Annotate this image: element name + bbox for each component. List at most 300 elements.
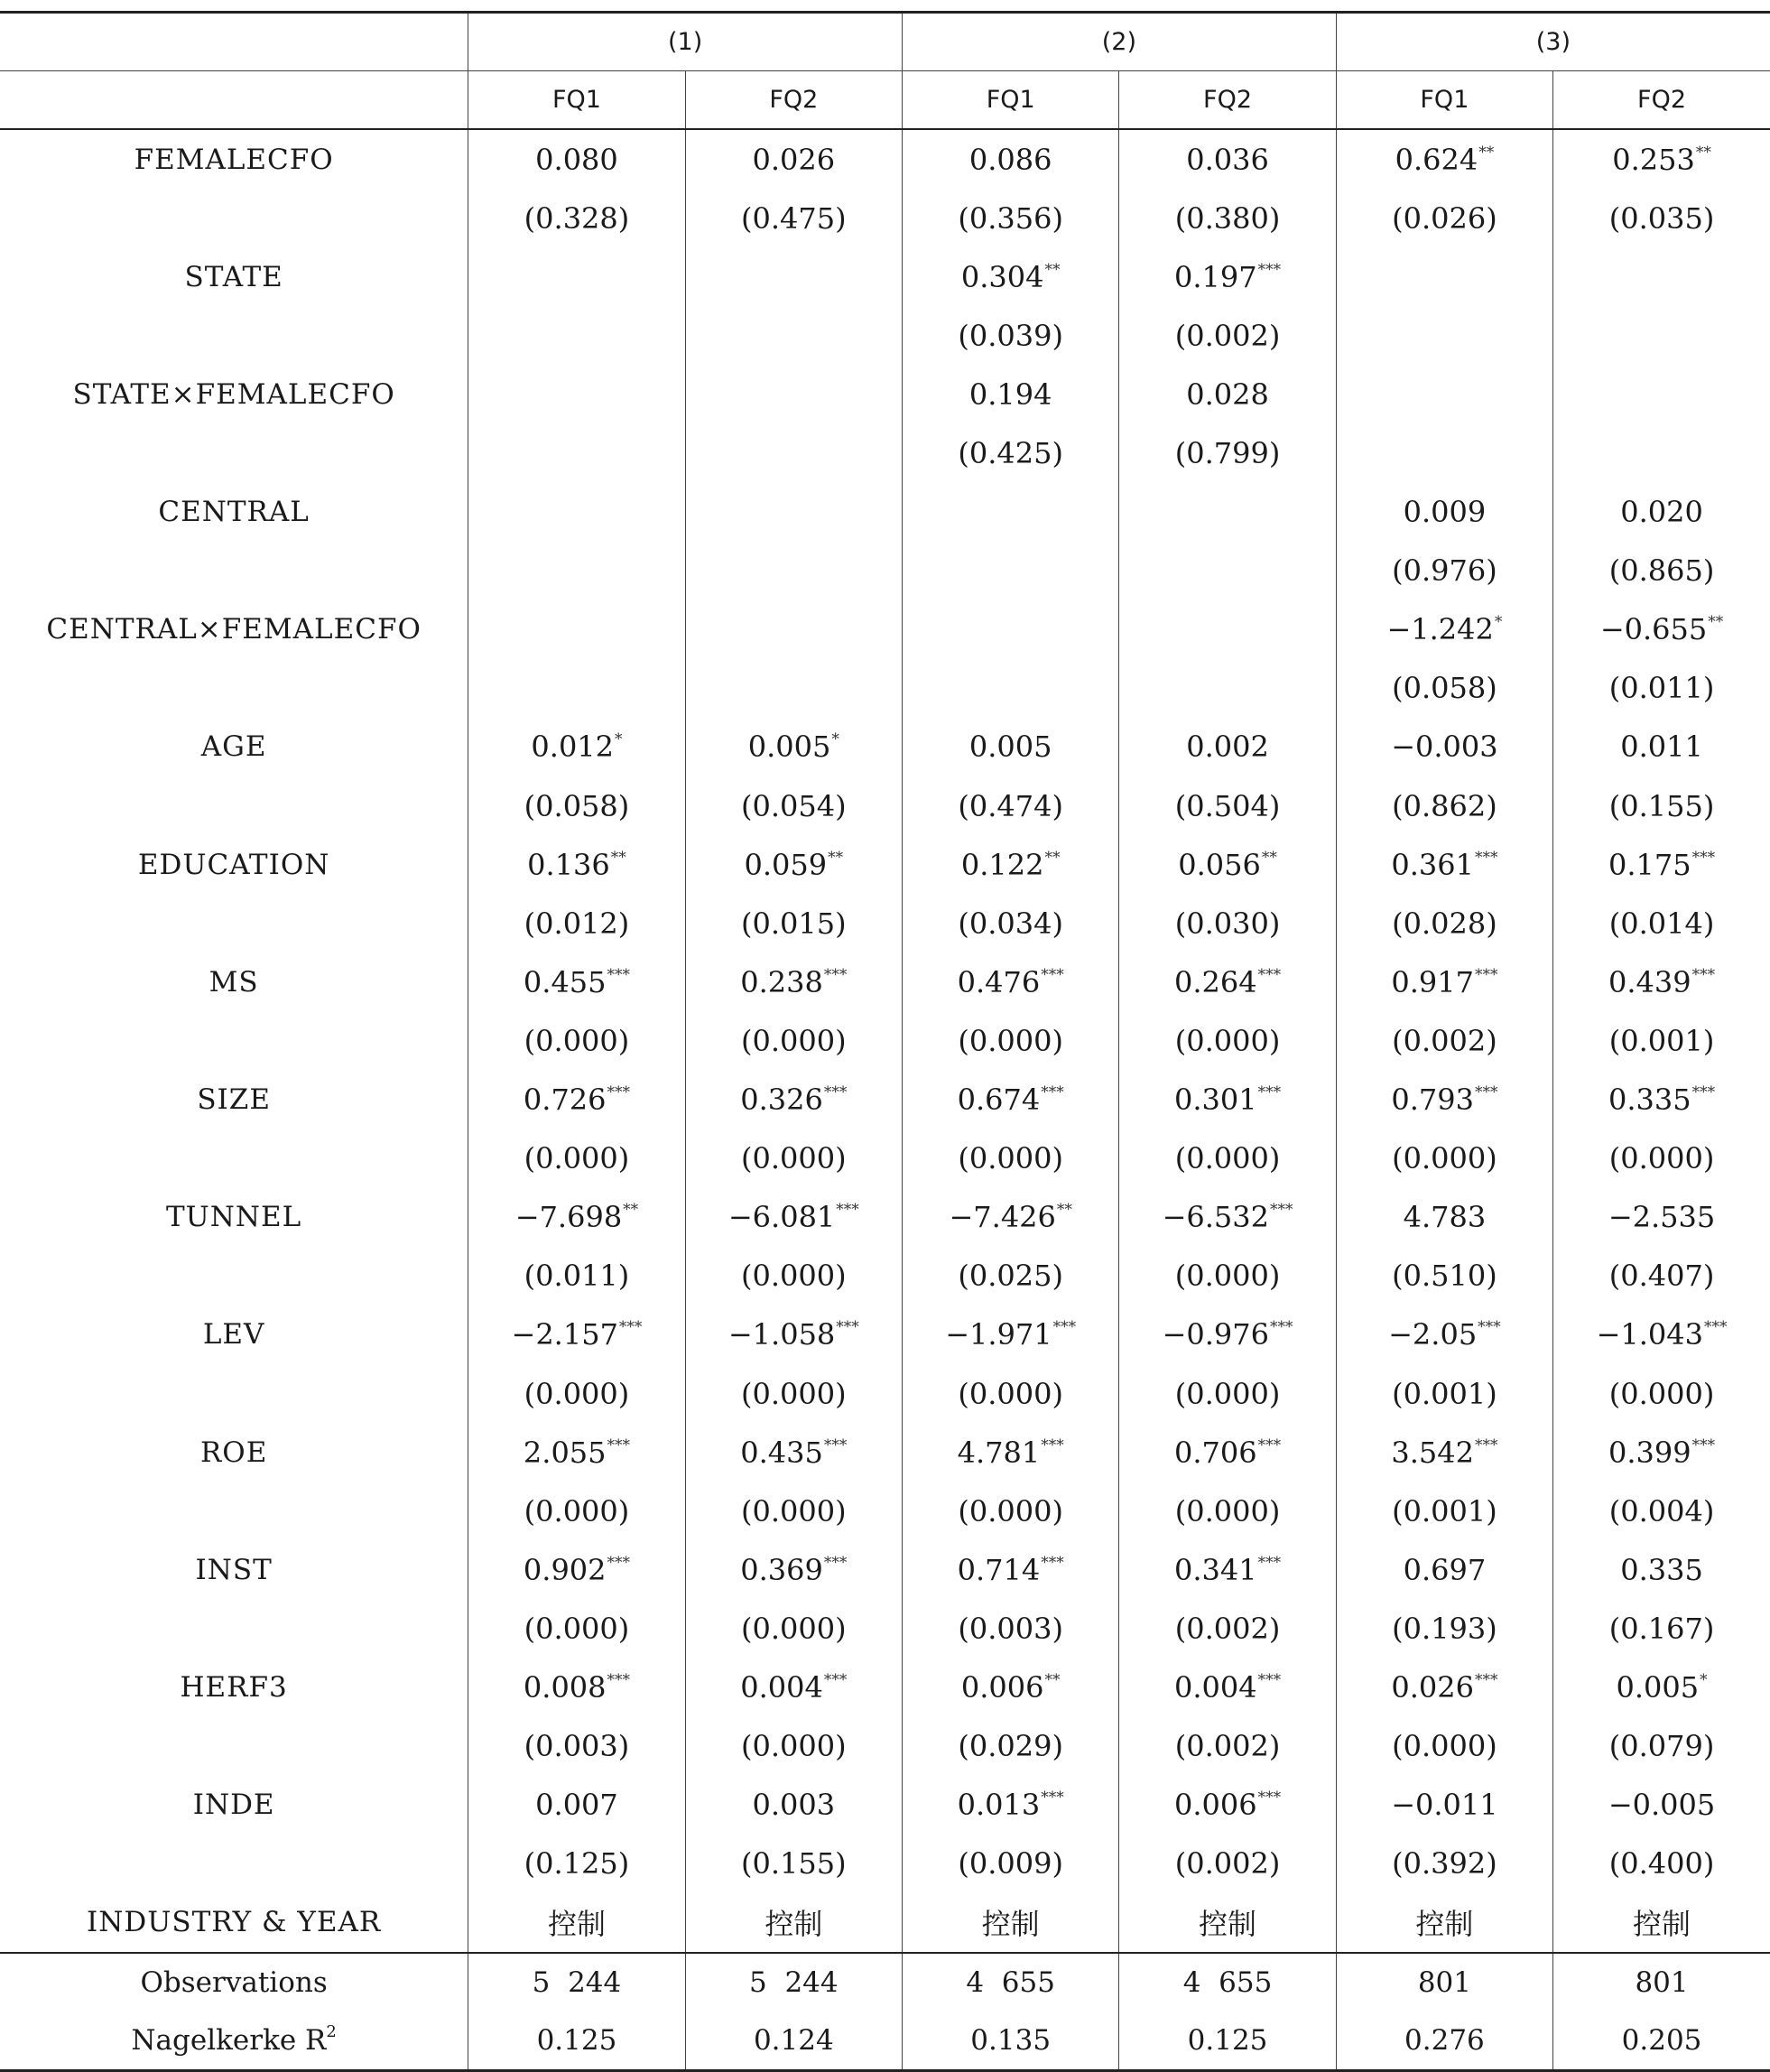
coefficient-row <box>0 129 1770 189</box>
significance-stars: *** <box>1270 1201 1293 1220</box>
coefficient-cell <box>1119 1776 1336 1835</box>
coefficient-cell <box>685 247 902 306</box>
coefficient-value: 0.697 <box>1403 1552 1487 1587</box>
variable-label: MS <box>209 965 259 999</box>
pvalue-cell: (0.000) <box>1119 1129 1336 1188</box>
coefficient-cell <box>903 1540 1119 1599</box>
pvalue-cell: (0.862) <box>1336 776 1552 835</box>
pvalue-cell <box>903 542 1119 600</box>
coefficient-cell <box>685 718 902 776</box>
coefficient-value: 0.624 <box>1395 142 1478 177</box>
coefficient-cell <box>1336 600 1552 659</box>
coefficient-value: 0.026 <box>1391 1669 1474 1705</box>
coefficient-cell <box>1119 1423 1336 1482</box>
coefficient-value: −2.05 <box>1388 1317 1478 1352</box>
subcolumn-header: FQ1 <box>903 71 1119 130</box>
significance-stars: *** <box>1270 1318 1293 1337</box>
observations-cell: 5 244 <box>468 1953 685 2012</box>
pvalue-cell: (0.009) <box>903 1835 1119 1893</box>
pvalue-cell: (0.012) <box>468 894 685 952</box>
coefficient-value: 0.086 <box>968 142 1052 177</box>
r2-label-superscript: 2 <box>326 2021 337 2041</box>
coefficient-value: 0.253 <box>1612 142 1695 177</box>
pvalue-cell <box>685 542 902 600</box>
control-cell: 控制 <box>1336 1893 1552 1953</box>
coefficient-value: −2.157 <box>511 1317 618 1352</box>
pvalue-cell: (0.425) <box>903 423 1119 482</box>
significance-stars: * <box>1700 1670 1708 1689</box>
pvalue-label-blank <box>0 1835 468 1893</box>
coefficient-cell <box>468 718 685 776</box>
coefficient-value: 0.136 <box>527 847 610 882</box>
coefficient-cell <box>1336 1658 1552 1716</box>
coefficient-value: 3.542 <box>1391 1435 1474 1470</box>
significance-stars: *** <box>1041 1553 1064 1572</box>
pvalue-cell: (0.000) <box>685 1482 902 1540</box>
pvalue-cell: (0.000) <box>1119 1247 1336 1305</box>
coefficient-value: −0.655 <box>1599 612 1708 647</box>
pvalue-cell: (0.000) <box>1336 1129 1552 1188</box>
coefficient-value: 0.011 <box>1620 729 1703 765</box>
significance-stars: *** <box>1257 1789 1282 1807</box>
coefficient-cell <box>903 600 1119 659</box>
coefficient-value: 0.059 <box>744 847 828 882</box>
pvalue-cell: (0.054) <box>685 776 902 835</box>
significance-stars: * <box>1494 613 1503 632</box>
significance-stars: *** <box>1257 1436 1282 1454</box>
coefficient-value: 0.726 <box>523 1082 607 1118</box>
significance-stars: *** <box>1691 848 1716 867</box>
pvalue-cell <box>468 542 685 600</box>
pvalue-row <box>0 1011 1770 1070</box>
variable-label: EDUCATION <box>137 848 330 881</box>
coefficient-row <box>0 1071 1770 1129</box>
coefficient-value: 0.238 <box>740 964 823 999</box>
pvalue-cell: (0.474) <box>903 776 1119 835</box>
coefficient-value: 0.005 <box>968 729 1052 765</box>
significance-stars: *** <box>1257 965 1282 984</box>
pvalue-cell: (0.004) <box>1553 1482 1770 1540</box>
pvalue-cell: (0.003) <box>903 1599 1119 1658</box>
significance-stars: *** <box>823 1083 848 1102</box>
pvalue-cell: (0.380) <box>1119 189 1336 247</box>
coefficient-value: 0.341 <box>1173 1552 1257 1587</box>
variable-label: FEMALECFO <box>134 143 334 176</box>
pvalue-row <box>0 1599 1770 1658</box>
coefficient-row <box>0 835 1770 894</box>
variable-label: STATE <box>184 260 283 293</box>
r2-cell: 0.205 <box>1553 2012 1770 2071</box>
coefficient-cell <box>1119 835 1336 894</box>
observations-cell: 801 <box>1336 1953 1552 2012</box>
coefficient-cell <box>685 483 902 542</box>
coefficient-cell <box>903 835 1119 894</box>
coefficient-cell <box>685 1188 902 1247</box>
coefficient-value: 0.006 <box>960 1669 1044 1705</box>
coefficient-value: 0.326 <box>740 1082 823 1118</box>
variable-label: AGE <box>200 730 267 764</box>
coefficient-value: 2.055 <box>523 1435 607 1470</box>
coefficient-value: 0.080 <box>535 142 618 177</box>
coefficient-value: 0.036 <box>1186 142 1269 177</box>
pvalue-cell: (0.011) <box>468 1247 685 1305</box>
significance-stars: ** <box>610 848 626 867</box>
coefficient-value: 0.020 <box>1620 495 1703 530</box>
coefficient-cell <box>1553 1540 1770 1599</box>
coefficient-cell <box>685 1540 902 1599</box>
variable-label: ROE <box>199 1436 268 1469</box>
coefficient-value: 0.439 <box>1608 964 1691 999</box>
pvalue-row <box>0 1835 1770 1893</box>
coefficient-cell <box>903 247 1119 306</box>
variable-label: INDE <box>192 1789 275 1822</box>
coefficient-value: 0.674 <box>957 1082 1041 1118</box>
coefficient-value: −0.005 <box>1608 1788 1716 1823</box>
coefficient-value: 0.175 <box>1608 847 1691 882</box>
significance-stars: * <box>615 730 623 749</box>
significance-stars: *** <box>1052 1318 1077 1337</box>
pvalue-cell: (0.000) <box>685 1717 902 1776</box>
coefficient-row <box>0 1540 1770 1599</box>
coefficient-value: −1.043 <box>1596 1317 1703 1352</box>
coefficient-value: 0.264 <box>1173 964 1257 999</box>
significance-stars: *** <box>1478 1318 1501 1337</box>
coefficient-cell <box>1553 483 1770 542</box>
pvalue-cell: (0.002) <box>1119 1835 1336 1893</box>
coefficient-cell <box>468 1305 685 1364</box>
significance-stars: *** <box>1041 965 1064 984</box>
coefficient-value: 0.006 <box>1173 1788 1257 1823</box>
coefficient-cell <box>468 1188 685 1247</box>
r2-cell: 0.125 <box>468 2012 685 2071</box>
coefficient-value: 0.301 <box>1173 1082 1257 1118</box>
significance-stars: ** <box>1261 848 1277 867</box>
pvalue-cell: (0.002) <box>1336 1011 1552 1070</box>
coefficient-cell <box>903 718 1119 776</box>
pvalue-cell: (0.000) <box>1553 1129 1770 1188</box>
pvalue-cell <box>1119 659 1336 718</box>
coefficient-value: 0.004 <box>1173 1669 1257 1705</box>
coefficient-cell <box>1553 600 1770 659</box>
coefficient-cell <box>468 1423 685 1482</box>
coefficient-cell <box>1336 365 1552 423</box>
coefficient-row <box>0 1423 1770 1482</box>
coefficient-cell <box>1119 365 1336 423</box>
coefficient-value: 0.056 <box>1178 847 1261 882</box>
pvalue-row <box>0 1247 1770 1305</box>
coefficient-cell <box>1553 247 1770 306</box>
variable-label: SIZE <box>197 1083 271 1117</box>
pvalue-row <box>0 423 1770 482</box>
subcolumn-header: FQ1 <box>1336 71 1552 130</box>
coefficient-value: 0.361 <box>1391 847 1474 882</box>
pvalue-cell: (0.155) <box>685 1835 902 1893</box>
model-group-3-header: (3) <box>1336 13 1770 71</box>
pvalue-label-blank <box>0 776 468 835</box>
significance-stars: *** <box>607 965 631 984</box>
coefficient-value: 0.714 <box>957 1552 1041 1587</box>
coefficient-cell <box>685 1658 902 1716</box>
observations-label: Observations <box>0 1953 468 2012</box>
coefficient-value: −6.532 <box>1162 1200 1269 1235</box>
pvalue-label-blank <box>0 189 468 247</box>
control-cell: 控制 <box>685 1893 902 1953</box>
coefficient-value: 4.783 <box>1403 1200 1487 1235</box>
coefficient-cell <box>468 129 685 189</box>
coefficient-cell <box>903 129 1119 189</box>
control-cell: 控制 <box>1553 1893 1770 1953</box>
coefficient-cell <box>468 1658 685 1716</box>
variable-label: TUNNEL <box>166 1201 302 1234</box>
coefficient-cell <box>468 1540 685 1599</box>
coefficient-value: 0.007 <box>535 1788 618 1823</box>
pvalue-cell: (0.001) <box>1553 1011 1770 1070</box>
observations-row <box>0 1953 1770 2012</box>
significance-stars: *** <box>607 1553 631 1572</box>
significance-stars: ** <box>1044 848 1061 867</box>
pvalue-cell: (0.028) <box>1336 894 1552 952</box>
significance-stars: *** <box>1474 965 1498 984</box>
pvalue-cell: (0.003) <box>468 1717 685 1776</box>
coefficient-row <box>0 600 1770 659</box>
subcolumn-header: FQ2 <box>1119 71 1336 130</box>
pvalue-label-blank <box>0 1364 468 1423</box>
coefficient-cell <box>1336 1188 1552 1247</box>
coefficient-cell <box>903 1776 1119 1835</box>
r2-label-text: Nagelkerke R <box>131 2023 327 2057</box>
coefficient-value: −7.698 <box>514 1200 623 1235</box>
significance-stars: ** <box>1695 143 1711 162</box>
pvalue-label-blank <box>0 1247 468 1305</box>
pvalue-label-blank <box>0 1599 468 1658</box>
significance-stars: *** <box>1257 1553 1282 1572</box>
significance-stars: ** <box>1056 1201 1072 1220</box>
significance-stars: *** <box>823 1436 848 1454</box>
pvalue-cell: (0.000) <box>468 1599 685 1658</box>
pvalue-cell <box>1553 306 1770 365</box>
coefficient-value: −2.535 <box>1608 1200 1716 1235</box>
pvalue-cell: (0.000) <box>903 1364 1119 1423</box>
significance-stars: *** <box>1257 260 1282 279</box>
pvalue-cell: (0.865) <box>1553 542 1770 600</box>
pvalue-row <box>0 1364 1770 1423</box>
coefficient-value: 0.003 <box>752 1788 836 1823</box>
control-cell: 控制 <box>1119 1893 1336 1953</box>
pvalue-row <box>0 1129 1770 1188</box>
pvalue-cell: (0.039) <box>903 306 1119 365</box>
significance-stars: ** <box>1478 143 1495 162</box>
coefficient-value: 0.455 <box>523 964 607 999</box>
significance-stars: *** <box>1257 1083 1282 1102</box>
pvalue-cell: (0.000) <box>903 1482 1119 1540</box>
coefficient-row <box>0 483 1770 542</box>
significance-stars: ** <box>828 848 844 867</box>
pvalue-cell: (0.011) <box>1553 659 1770 718</box>
coefficient-cell <box>1553 1423 1770 1482</box>
pvalue-label-blank <box>0 659 468 718</box>
pvalue-cell <box>685 659 902 718</box>
significance-stars: * <box>831 730 839 749</box>
coefficient-cell <box>468 247 685 306</box>
pvalue-cell: (0.015) <box>685 894 902 952</box>
significance-stars: *** <box>607 1670 631 1689</box>
pvalue-cell <box>1336 306 1552 365</box>
significance-stars: ** <box>623 1201 639 1220</box>
observations-cell: 5 244 <box>685 1953 902 2012</box>
significance-stars: *** <box>1474 1670 1498 1689</box>
variable-label: LEV <box>202 1318 265 1352</box>
significance-stars: *** <box>836 1318 859 1337</box>
coefficient-cell <box>903 1658 1119 1716</box>
pvalue-cell: (0.002) <box>1119 1717 1336 1776</box>
model-group-2-header: (2) <box>903 13 1337 71</box>
coefficient-value: 0.917 <box>1391 964 1474 999</box>
pvalue-cell <box>468 306 685 365</box>
pvalue-row <box>0 776 1770 835</box>
coefficient-value: −0.976 <box>1162 1317 1269 1352</box>
coefficient-cell <box>685 1305 902 1364</box>
pvalue-cell: (0.000) <box>685 1011 902 1070</box>
pvalue-cell: (0.193) <box>1336 1599 1552 1658</box>
pvalue-cell: (0.125) <box>468 1835 685 1893</box>
observations-cell: 4 655 <box>1119 1953 1336 2012</box>
coefficient-cell <box>1553 952 1770 1011</box>
header-blank-cell <box>0 13 468 71</box>
pvalue-cell: (0.000) <box>1553 1364 1770 1423</box>
pvalue-cell <box>903 659 1119 718</box>
coefficient-cell <box>685 600 902 659</box>
coefficient-value: 0.902 <box>523 1552 607 1587</box>
coefficient-cell <box>1336 483 1552 542</box>
coefficient-row <box>0 718 1770 776</box>
coefficient-value: 4.781 <box>957 1435 1041 1470</box>
significance-stars: ** <box>1708 613 1724 632</box>
pvalue-cell: (0.000) <box>468 1364 685 1423</box>
coefficient-cell <box>1553 718 1770 776</box>
significance-stars: *** <box>1041 1083 1064 1102</box>
variable-label: STATE×FEMALECFO <box>72 377 395 411</box>
pvalue-cell: (0.000) <box>903 1129 1119 1188</box>
subcolumn-header: FQ2 <box>685 71 902 130</box>
controls-section <box>0 1893 1770 1953</box>
table-body <box>0 129 1770 1893</box>
coefficient-value: 0.002 <box>1186 729 1269 765</box>
control-cell: 控制 <box>903 1893 1119 1953</box>
coefficient-cell <box>1553 1071 1770 1129</box>
pvalue-cell: (0.000) <box>468 1011 685 1070</box>
pvalue-cell: (0.356) <box>903 189 1119 247</box>
significance-stars: *** <box>607 1436 631 1454</box>
pvalue-cell: (0.001) <box>1336 1364 1552 1423</box>
coefficient-cell <box>1553 835 1770 894</box>
coefficient-cell <box>468 365 685 423</box>
pvalue-cell: (0.504) <box>1119 776 1336 835</box>
observations-cell: 801 <box>1553 1953 1770 2012</box>
pvalue-cell: (0.014) <box>1553 894 1770 952</box>
pvalue-cell: (0.001) <box>1336 1482 1552 1540</box>
coefficient-cell <box>1119 1188 1336 1247</box>
pvalue-cell: (0.000) <box>685 1364 902 1423</box>
significance-stars: *** <box>823 1670 848 1689</box>
pvalue-cell: (0.000) <box>1119 1364 1336 1423</box>
subcolumn-header: FQ1 <box>468 71 685 130</box>
significance-stars: *** <box>1691 965 1716 984</box>
pvalue-cell: (0.155) <box>1553 776 1770 835</box>
pvalue-label-blank <box>0 542 468 600</box>
coefficient-value: 0.028 <box>1186 376 1269 412</box>
coefficient-value: 0.369 <box>740 1552 823 1587</box>
significance-stars: *** <box>618 1318 643 1337</box>
coefficient-cell <box>468 952 685 1011</box>
pvalue-cell: (0.000) <box>468 1129 685 1188</box>
coefficient-value: 0.012 <box>531 729 615 765</box>
coefficient-cell <box>903 1071 1119 1129</box>
coefficient-value: 0.197 <box>1173 259 1257 294</box>
coefficient-value: 0.335 <box>1620 1552 1703 1587</box>
coefficient-row <box>0 1776 1770 1835</box>
pvalue-cell: (0.000) <box>1119 1482 1336 1540</box>
significance-stars: *** <box>1691 1436 1716 1454</box>
coefficient-value: 0.122 <box>960 847 1044 882</box>
coefficient-cell <box>1553 1188 1770 1247</box>
pvalue-cell: (0.026) <box>1336 189 1552 247</box>
coefficient-cell <box>1553 365 1770 423</box>
coefficient-cell <box>468 835 685 894</box>
pvalue-label-blank <box>0 1717 468 1776</box>
pvalue-cell <box>468 423 685 482</box>
coefficient-cell <box>1553 1776 1770 1835</box>
coefficient-value: −1.971 <box>945 1317 1052 1352</box>
coefficient-cell <box>1336 1071 1552 1129</box>
coefficient-cell <box>1336 835 1552 894</box>
coefficient-cell <box>1119 483 1336 542</box>
coefficient-cell <box>685 129 902 189</box>
pvalue-cell: (0.407) <box>1553 1247 1770 1305</box>
pvalue-row <box>0 542 1770 600</box>
coefficient-cell <box>468 483 685 542</box>
header-blank-cell <box>0 71 468 130</box>
coefficient-cell <box>1119 1305 1336 1364</box>
significance-stars: *** <box>836 1201 859 1220</box>
variable-label: HERF3 <box>180 1670 288 1704</box>
pvalue-cell: (0.058) <box>1336 659 1552 718</box>
pvalue-row <box>0 306 1770 365</box>
significance-stars: *** <box>1041 1436 1064 1454</box>
pvalue-cell <box>1336 423 1552 482</box>
pvalue-cell: (0.002) <box>1119 1599 1336 1658</box>
coefficient-cell <box>1336 1305 1552 1364</box>
significance-stars: *** <box>823 1553 848 1572</box>
coefficient-row <box>0 247 1770 306</box>
coefficient-cell <box>468 600 685 659</box>
pvalue-cell: (0.029) <box>903 1717 1119 1776</box>
significance-stars: ** <box>1044 260 1061 279</box>
significance-stars: *** <box>1474 848 1498 867</box>
coefficient-cell <box>685 1776 902 1835</box>
pvalue-cell: (0.392) <box>1336 1835 1552 1893</box>
pvalue-cell <box>685 423 902 482</box>
pvalue-cell: (0.510) <box>1336 1247 1552 1305</box>
pvalue-cell: (0.976) <box>1336 542 1552 600</box>
pvalue-row <box>0 189 1770 247</box>
pvalue-cell: (0.000) <box>685 1129 902 1188</box>
pvalue-cell: (0.000) <box>1336 1717 1552 1776</box>
pvalue-row <box>0 659 1770 718</box>
coefficient-cell <box>1336 1540 1552 1599</box>
coefficient-value: 0.005 <box>747 729 831 765</box>
model-group-header-row <box>0 13 1770 71</box>
pvalue-cell: (0.000) <box>903 1011 1119 1070</box>
